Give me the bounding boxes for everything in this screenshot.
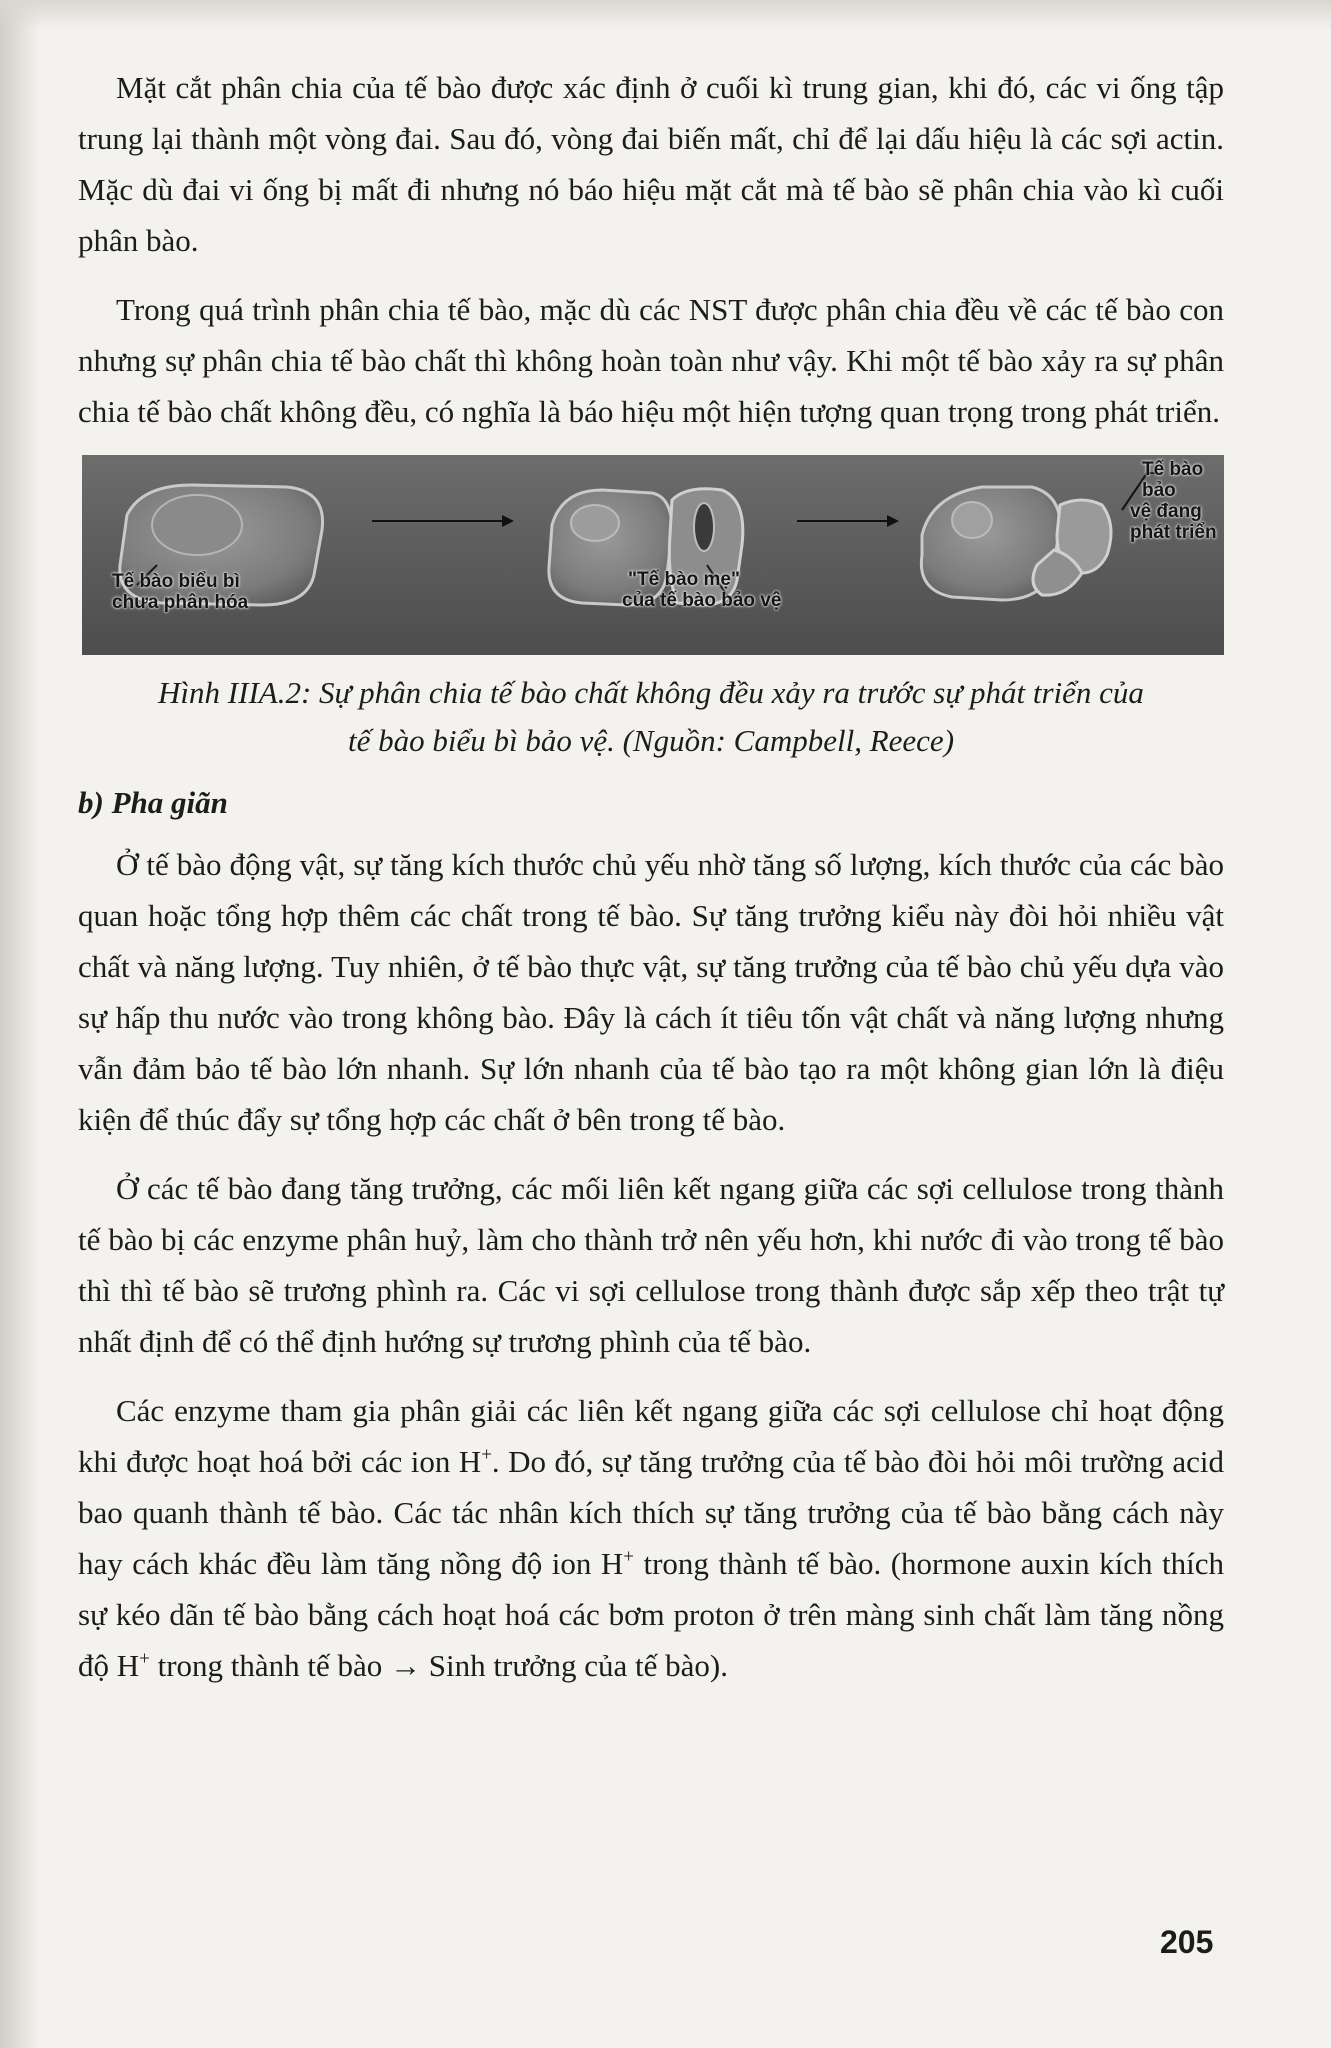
arrow-right-icon-2 — [797, 515, 899, 527]
label-line: Tế bào biểu bì — [112, 571, 240, 592]
developing-guard-cell — [921, 473, 1162, 600]
label-line: vệ đang — [1130, 501, 1202, 522]
figure-caption — [78, 669, 1224, 765]
label-developing-guard-cells — [1130, 459, 1224, 543]
paragraph-cellulose-crosslinks: Ở các tế bào đang tăng trưởng, các mối liên kết ngang giữa các sợi cellulose trong thành tế bào bị các enzyme phân huỷ, làm cho thành trở nên yếu hơn, khi nước đi vào trong tế bào thì thì tế bào sẽ trương phình ra. Các vi sợi cellulose trong thành được sắp xếp theo trật tự nhất định để có thể định hướng sự trương phình của tế bào. — [78, 1171, 1224, 1359]
superscript: + — [623, 1546, 634, 1568]
label-line: chưa phân hóa — [112, 592, 249, 613]
label-guard-mother-cell — [622, 569, 781, 611]
section-heading: b) Pha giãn — [78, 785, 228, 820]
caption-line: Hình IIIA.2: Sự phân chia tế bào chất không đều xảy ra trước sự phát triển của — [158, 675, 1144, 710]
superscript: + — [139, 1648, 150, 1670]
arrow-right-icon — [372, 515, 514, 527]
label-undifferentiated-epidermal-cell — [112, 571, 248, 613]
page-content — [78, 62, 1224, 1709]
paragraph-unequal-cytokinesis: Trong quá trình phân chia tế bào, mặc dù các NST được phân chia đều về các tế bào con nhưng sự phân chia tế bào chất thì không hoàn toàn như vậy. Khi một tế bào xảy ra sự phân chia tế bào chất không đều, có nghĩa là báo hiệu một hiện tượng quan trọng trong phát triển. — [78, 292, 1224, 429]
text-run: . Do đó, sự tăng trưởng của tế bào đòi hỏi môi trường acid bao quanh thành tế bào. Các tác nhân kích thích sự tăng trưởng của tế bào bằng cách này hay cách khác đều làm tăng nồng độ ion H — [78, 1444, 1225, 1581]
superscript: + — [481, 1444, 492, 1466]
caption-line: tế bào biểu bì bảo vệ. (Nguồn: Campbell, Reece) — [347, 723, 955, 758]
text-run: trong thành tế bào → Sinh trưởng của tế bào). — [149, 1648, 729, 1683]
text-run: Các enzyme tham gia phân giải các liên kết ngang giữa các sợi cellulose chỉ hoạt động khi được hoạt hoá bởi các ion H — [78, 1393, 1224, 1479]
paragraph-cell-growth: Ở tế bào động vật, sự tăng kích thước chủ yếu nhờ tăng số lượng, kích thước của các bào quan hoặc tổng hợp thêm các chất trong tế bào. Sự tăng trưởng kiểu này đòi hỏi nhiều vật chất và năng lượng. Tuy nhiên, ở tế bào thực vật, sự tăng trưởng của tế bào chủ yếu dựa vào sự hấp thu nước vào trong không bào. Đây là cách ít tiêu tốn vật chất và năng lượng nhưng vẫn đảm bảo tế bào lớn nhanh. Sự lớn nhanh của tế bào tạo ra một không gian lớn là điệu kiện để thúc đẩy sự tổng hợp các chất ở bên trong tế bào. — [78, 847, 1224, 1137]
label-line: phát triển — [1130, 522, 1217, 543]
label-line: Tế bào bảo — [1142, 459, 1204, 501]
figure-guard-cell-development — [82, 455, 1224, 655]
label-line: của tế bào bảo vệ — [622, 590, 782, 611]
paragraph-cleavage-plane: Mặt cắt phân chia của tế bào được xác định ở cuối kì trung gian, khi đó, các vi ống tập trung lại thành một vòng đai. Sau đó, vòng đai biến mất, chỉ để lại dấu hiệu là các sợi actin. Mặc dù đai vi ống bị mất đi nhưng nó báo hiệu mặt cắt mà tế bào sẽ phân chia vào kì cuối phân bào. — [78, 70, 1224, 258]
text-run: trong thành tế bào. (hormone auxin kích thích sự kéo dãn tế bào bằng cách hoạt hoá các bơm proton ở trên màng sinh chất làm tăng nồng độ H — [78, 1546, 1225, 1683]
paragraph-acid-growth — [78, 1385, 1224, 1691]
page-edge-shadow — [0, 0, 40, 2048]
label-line: "Tế bào mẹ" — [628, 569, 740, 590]
page-top-shadow — [0, 0, 1331, 30]
page-number: 205 — [1160, 1924, 1214, 1960]
figure-illustration — [82, 455, 1224, 655]
